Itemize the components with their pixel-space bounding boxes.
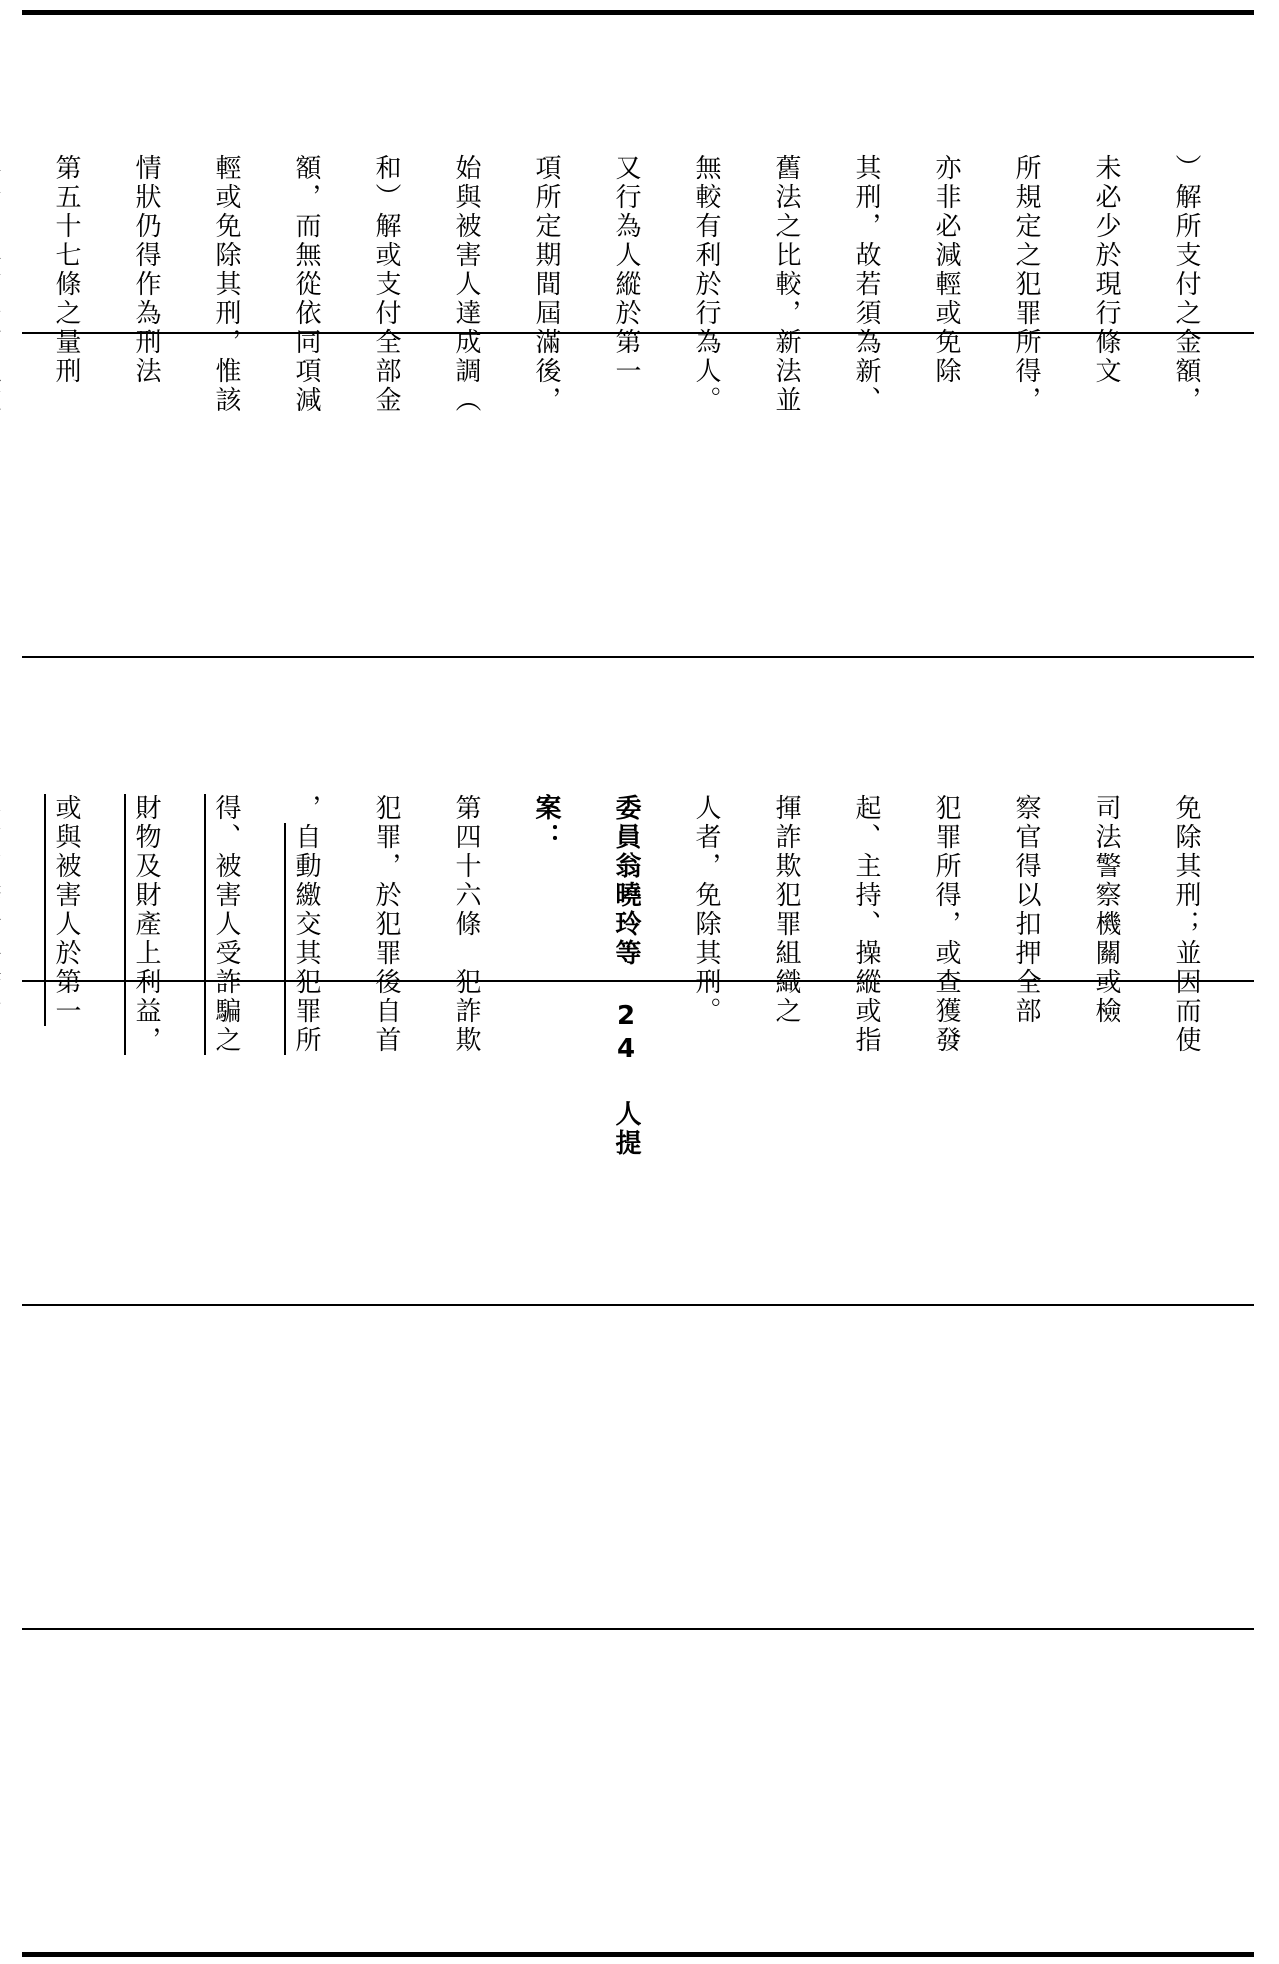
amended-text bbox=[0, 794, 1, 1026]
text-column: 和）解或支付全部金 bbox=[371, 154, 401, 415]
text-column: 舊法之比較，新法並 bbox=[771, 154, 801, 415]
explanation-cell bbox=[34, 22, 1246, 415]
top-rule bbox=[22, 10, 1254, 15]
text-column: 犯罪，於犯罪後自首 bbox=[371, 794, 401, 1055]
text-column: 輕或免除其刑，惟該 bbox=[211, 154, 241, 415]
divider-rule-4 bbox=[22, 1304, 1254, 1306]
text-column: 亦非必減輕或免除 bbox=[931, 154, 961, 386]
divider-rule-2 bbox=[22, 656, 1254, 658]
text-column: 司法警察機關或檢 bbox=[1091, 794, 1121, 1026]
empty-cell-4 bbox=[34, 1634, 1246, 1946]
text-column: 無較有利於行為人。 bbox=[691, 154, 721, 415]
article-cell bbox=[34, 662, 1246, 1158]
article-title: 第四十六條 犯詐欺 bbox=[451, 794, 481, 1055]
text-column: 察官得以扣押全部 bbox=[1011, 794, 1041, 1026]
text-column: 起、主持、操縱或指 bbox=[851, 794, 881, 1055]
proposal-heading: 委員翁曉玲等 24 人提 bbox=[611, 794, 641, 1158]
text-column: 所規定之犯罪所得， bbox=[1011, 154, 1041, 415]
amended-text: 自動繳交其犯罪所 bbox=[291, 823, 321, 1055]
text-column: ）解所支付之金額， bbox=[1171, 154, 1201, 415]
text-column: 免除其刑；並因而使 bbox=[1171, 794, 1201, 1055]
text-column: 第五十七條之量刑 bbox=[51, 154, 81, 386]
text-column: 未必少於現行條文 bbox=[1091, 154, 1121, 386]
text-column bbox=[0, 154, 1, 415]
empty-cell-3 bbox=[34, 1310, 1246, 1622]
text-column: 揮詐欺犯罪組織之 bbox=[771, 794, 801, 1026]
text-fragment: ， bbox=[291, 794, 321, 823]
proposal-heading-cont: 案： bbox=[531, 794, 561, 852]
amended-text: 得、被害人受詐騙之 bbox=[211, 794, 241, 1055]
text-column: 額，而無從依同項減 bbox=[291, 154, 321, 415]
amended-text: 財物及財產上利益， bbox=[131, 794, 161, 1055]
amended-text: 或與被害人於第一 bbox=[51, 794, 81, 1026]
text-column: 情狀仍得作為刑法 bbox=[131, 154, 161, 386]
text-column: 項所定期間屆滿後， bbox=[531, 154, 561, 415]
text-column: 其刑，故若須為新、 bbox=[851, 154, 881, 415]
text-column: 人者，免除其刑。 bbox=[691, 794, 721, 1026]
divider-rule-5 bbox=[22, 1628, 1254, 1630]
bottom-rule bbox=[22, 1952, 1254, 1957]
empty-cell-2 bbox=[34, 986, 1246, 1298]
empty-cell-1 bbox=[34, 338, 1246, 650]
text-column: 始與被害人達成調（ bbox=[451, 154, 481, 415]
text-column: 又行為人縱於第一 bbox=[611, 154, 641, 386]
text-column: 犯罪所得，或查獲發 bbox=[931, 794, 961, 1055]
